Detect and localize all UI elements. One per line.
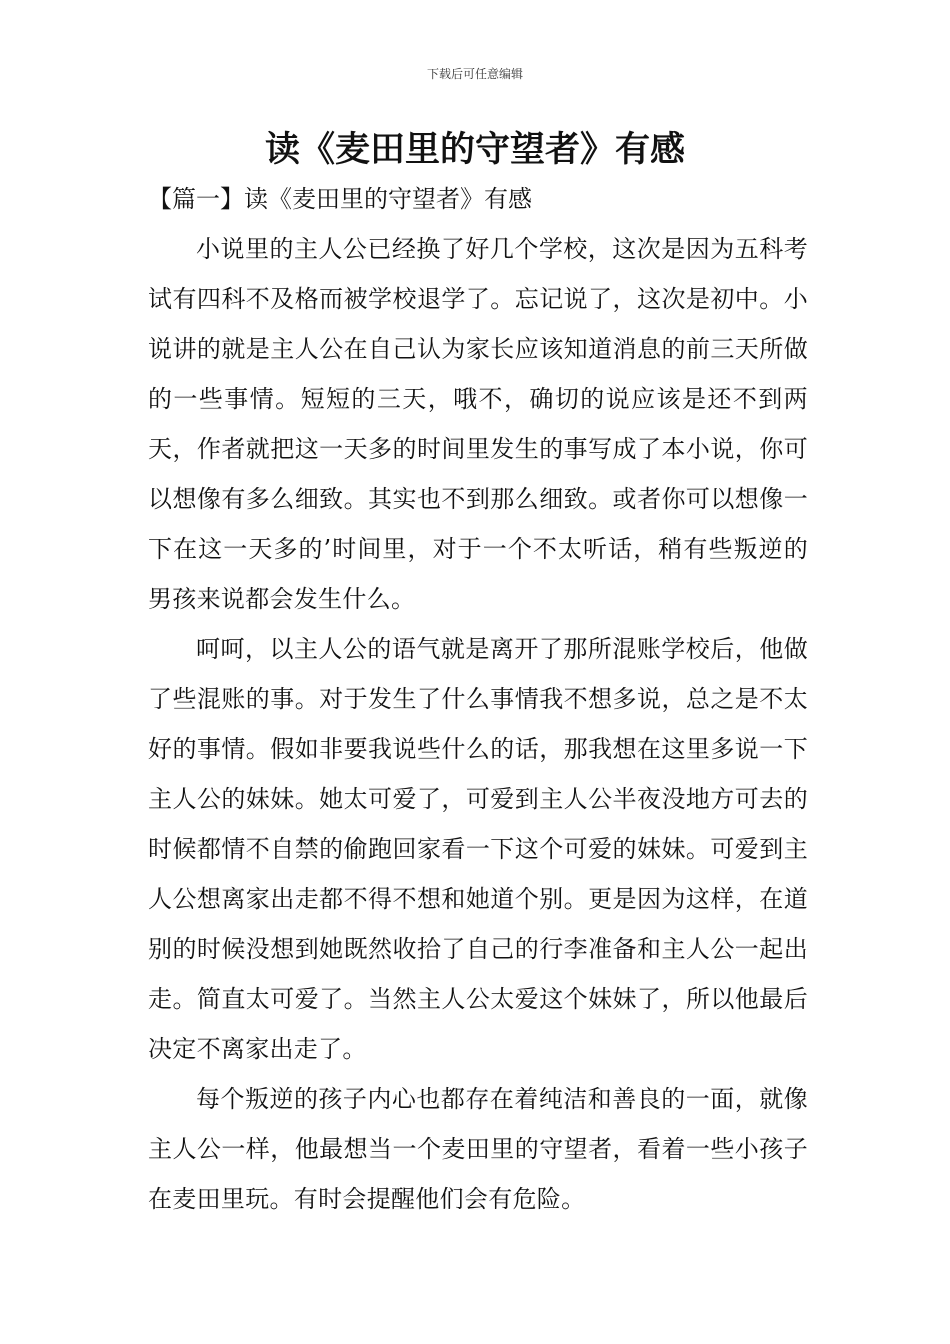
- section-heading: 【篇一】读《麦田里的守望者》有感: [148, 185, 532, 213]
- header-note: 下载后可任意编辑: [426, 67, 523, 81]
- paragraph-1: 小说里的主人公已经换了好几个学校，这次是因为五科考试有四科不及格而被学校退学了。忘记说了，这次是初中。小说讲的就是主人公在自己认为家长应该知道消息的前三天所做的一些事情。短短的三天，哦不，确切的说应该是还不到两天，作者就把这一天多的时间里发生的事写成了本小说，你可以想像有多么细致。其实也不到那么细致。或者你可以想像一下在这一天多的’时间里，对于一个不太听话，稍有些叛逆的男孩来说都会发生什么。: [148, 235, 808, 613]
- article-body: [148, 224, 808, 1224]
- paragraph-2: 呵呵，以主人公的语气就是离开了那所混账学校后，他做了些混账的事。对于发生了什么事情我不想多说，总之是不太好的事情。假如非要我说些什么的话，那我想在这里多说一下主人公的妹妹。她太可爱了，可爱到主人公半夜没地方可去的时候都情不自禁的偷跑回家看一下这个可爱的妹妹。可爱到主人公想离家出走都不得不想和她道个别。更是因为这样，在道别的时候没想到她既然收拾了自己的行李准备和主人公一起出走。简直太可爱了。当然主人公太爱这个妹妹了，所以他最后决定不离家出走了。: [148, 635, 808, 1063]
- document-title: 读《麦田里的守望者》有感: [264, 130, 685, 170]
- paragraph-3: 每个叛逆的孩子内心也都存在着纯洁和善良的一面，就像主人公一样，他最想当一个麦田里的守望者，看着一些小孩子在麦田里玩。有时会提醒他们会有危险。: [148, 1085, 808, 1213]
